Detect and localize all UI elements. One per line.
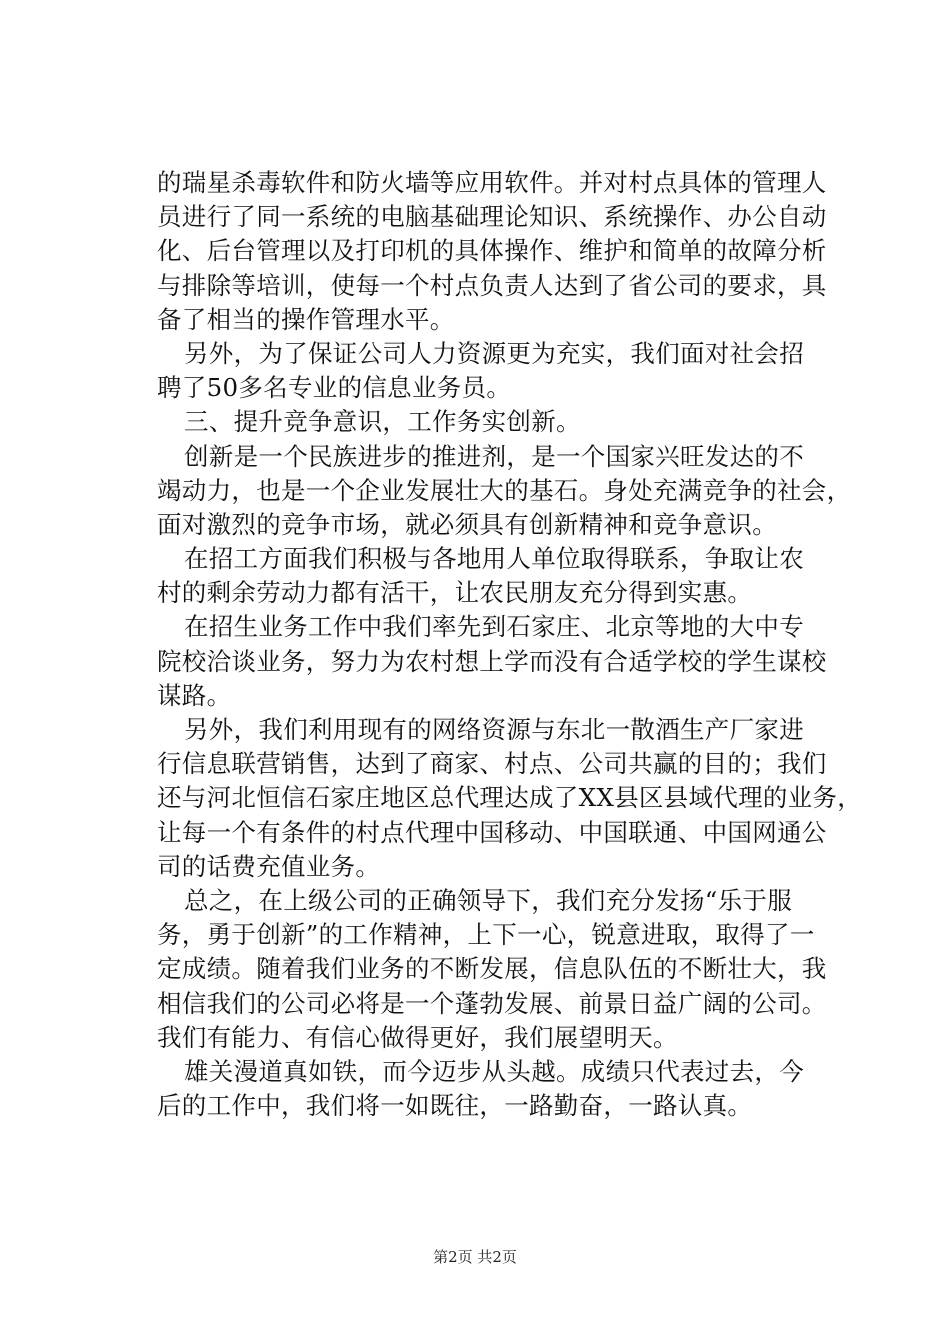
text-line: 在招生业务工作中我们率先到石家庄、北京等地的大中专 — [184, 612, 804, 642]
text-line: 让每一个有条件的村点代理中国移动、中国联通、中国网通公 — [157, 817, 827, 847]
text-line: 与排除等培训，使每一个村点负责人达到了省公司的要求，具 — [157, 270, 827, 300]
text-line: 相信我们的公司必将是一个蓬勃发展、前景日益广阔的公司。 — [157, 988, 827, 1018]
document-body — [157, 166, 863, 1123]
text-line: 面对激烈的竞争市场，就必须具有创新精神和竞争意识。 — [157, 509, 777, 539]
text-line: 定成绩。随着我们业务的不断发展，信息队伍的不断壮大，我 — [157, 954, 827, 984]
text-line: 谋路。 — [157, 680, 232, 710]
text-line: 行信息联营销售，达到了商家、村点、公司共赢的目的；我们 — [157, 749, 827, 779]
text-line: 创新是一个民族进步的推进剂，是一个国家兴旺发达的不 — [184, 441, 804, 471]
text-line: 竭动力，也是一个企业发展壮大的基石。身处充满竞争的社会， — [157, 475, 852, 505]
text-line: 三、提升竞争意识，工作务实创新。 — [184, 407, 581, 437]
text-line: 村的剩余劳动力都有活干，让农民朋友充分得到实惠。 — [157, 578, 753, 608]
text-line: 我们有能力、有信心做得更好，我们展望明天。 — [157, 1022, 678, 1052]
text-line: 员进行了同一系统的电脑基础理论知识、系统操作、办公自动 — [157, 202, 827, 232]
text-line: 司的话费充值业务。 — [157, 851, 381, 881]
text-line: 另外，我们利用现有的网络资源与东北一散酒生产厂家进 — [184, 715, 804, 744]
text-line: 在招工方面我们积极与各地用人单位取得联系，争取让农 — [184, 544, 804, 574]
text-line: 雄关漫道真如铁，而今迈步从头越。成绩只代表过去，今 — [184, 1056, 804, 1086]
text-line: 的瑞星杀毒软件和防火墙等应用软件。并对村点具体的管理人 — [157, 168, 827, 197]
text-line: 总之，在上级公司的正确领导下，我们充分发扬“乐于服 — [184, 885, 793, 915]
text-line: 聘了50多名专业的信息业务员。 — [157, 373, 512, 403]
text-line: 备了相当的操作管理水平。 — [157, 304, 455, 334]
text-line: 后的工作中，我们将一如既往，一路勤奋，一路认真。 — [157, 1091, 753, 1121]
text-line: 院校洽谈业务，努力为农村想上学而没有合适学校的学生谋校 — [157, 646, 827, 676]
text-line: 还与河北恒信石家庄地区总代理达成了XX县区县域代理的业务， — [157, 783, 863, 813]
text-line: 务，勇于创新”的工作精神，上下一心，锐意进取，取得了一 — [157, 920, 815, 950]
text-line: 化、后台管理以及打印机的具体操作、维护和简单的故障分析 — [157, 236, 827, 266]
text-line: 另外，为了保证公司人力资源更为充实，我们面对社会招 — [184, 338, 804, 368]
page-number-footer: 第2页 共2页 — [433, 1248, 517, 1266]
